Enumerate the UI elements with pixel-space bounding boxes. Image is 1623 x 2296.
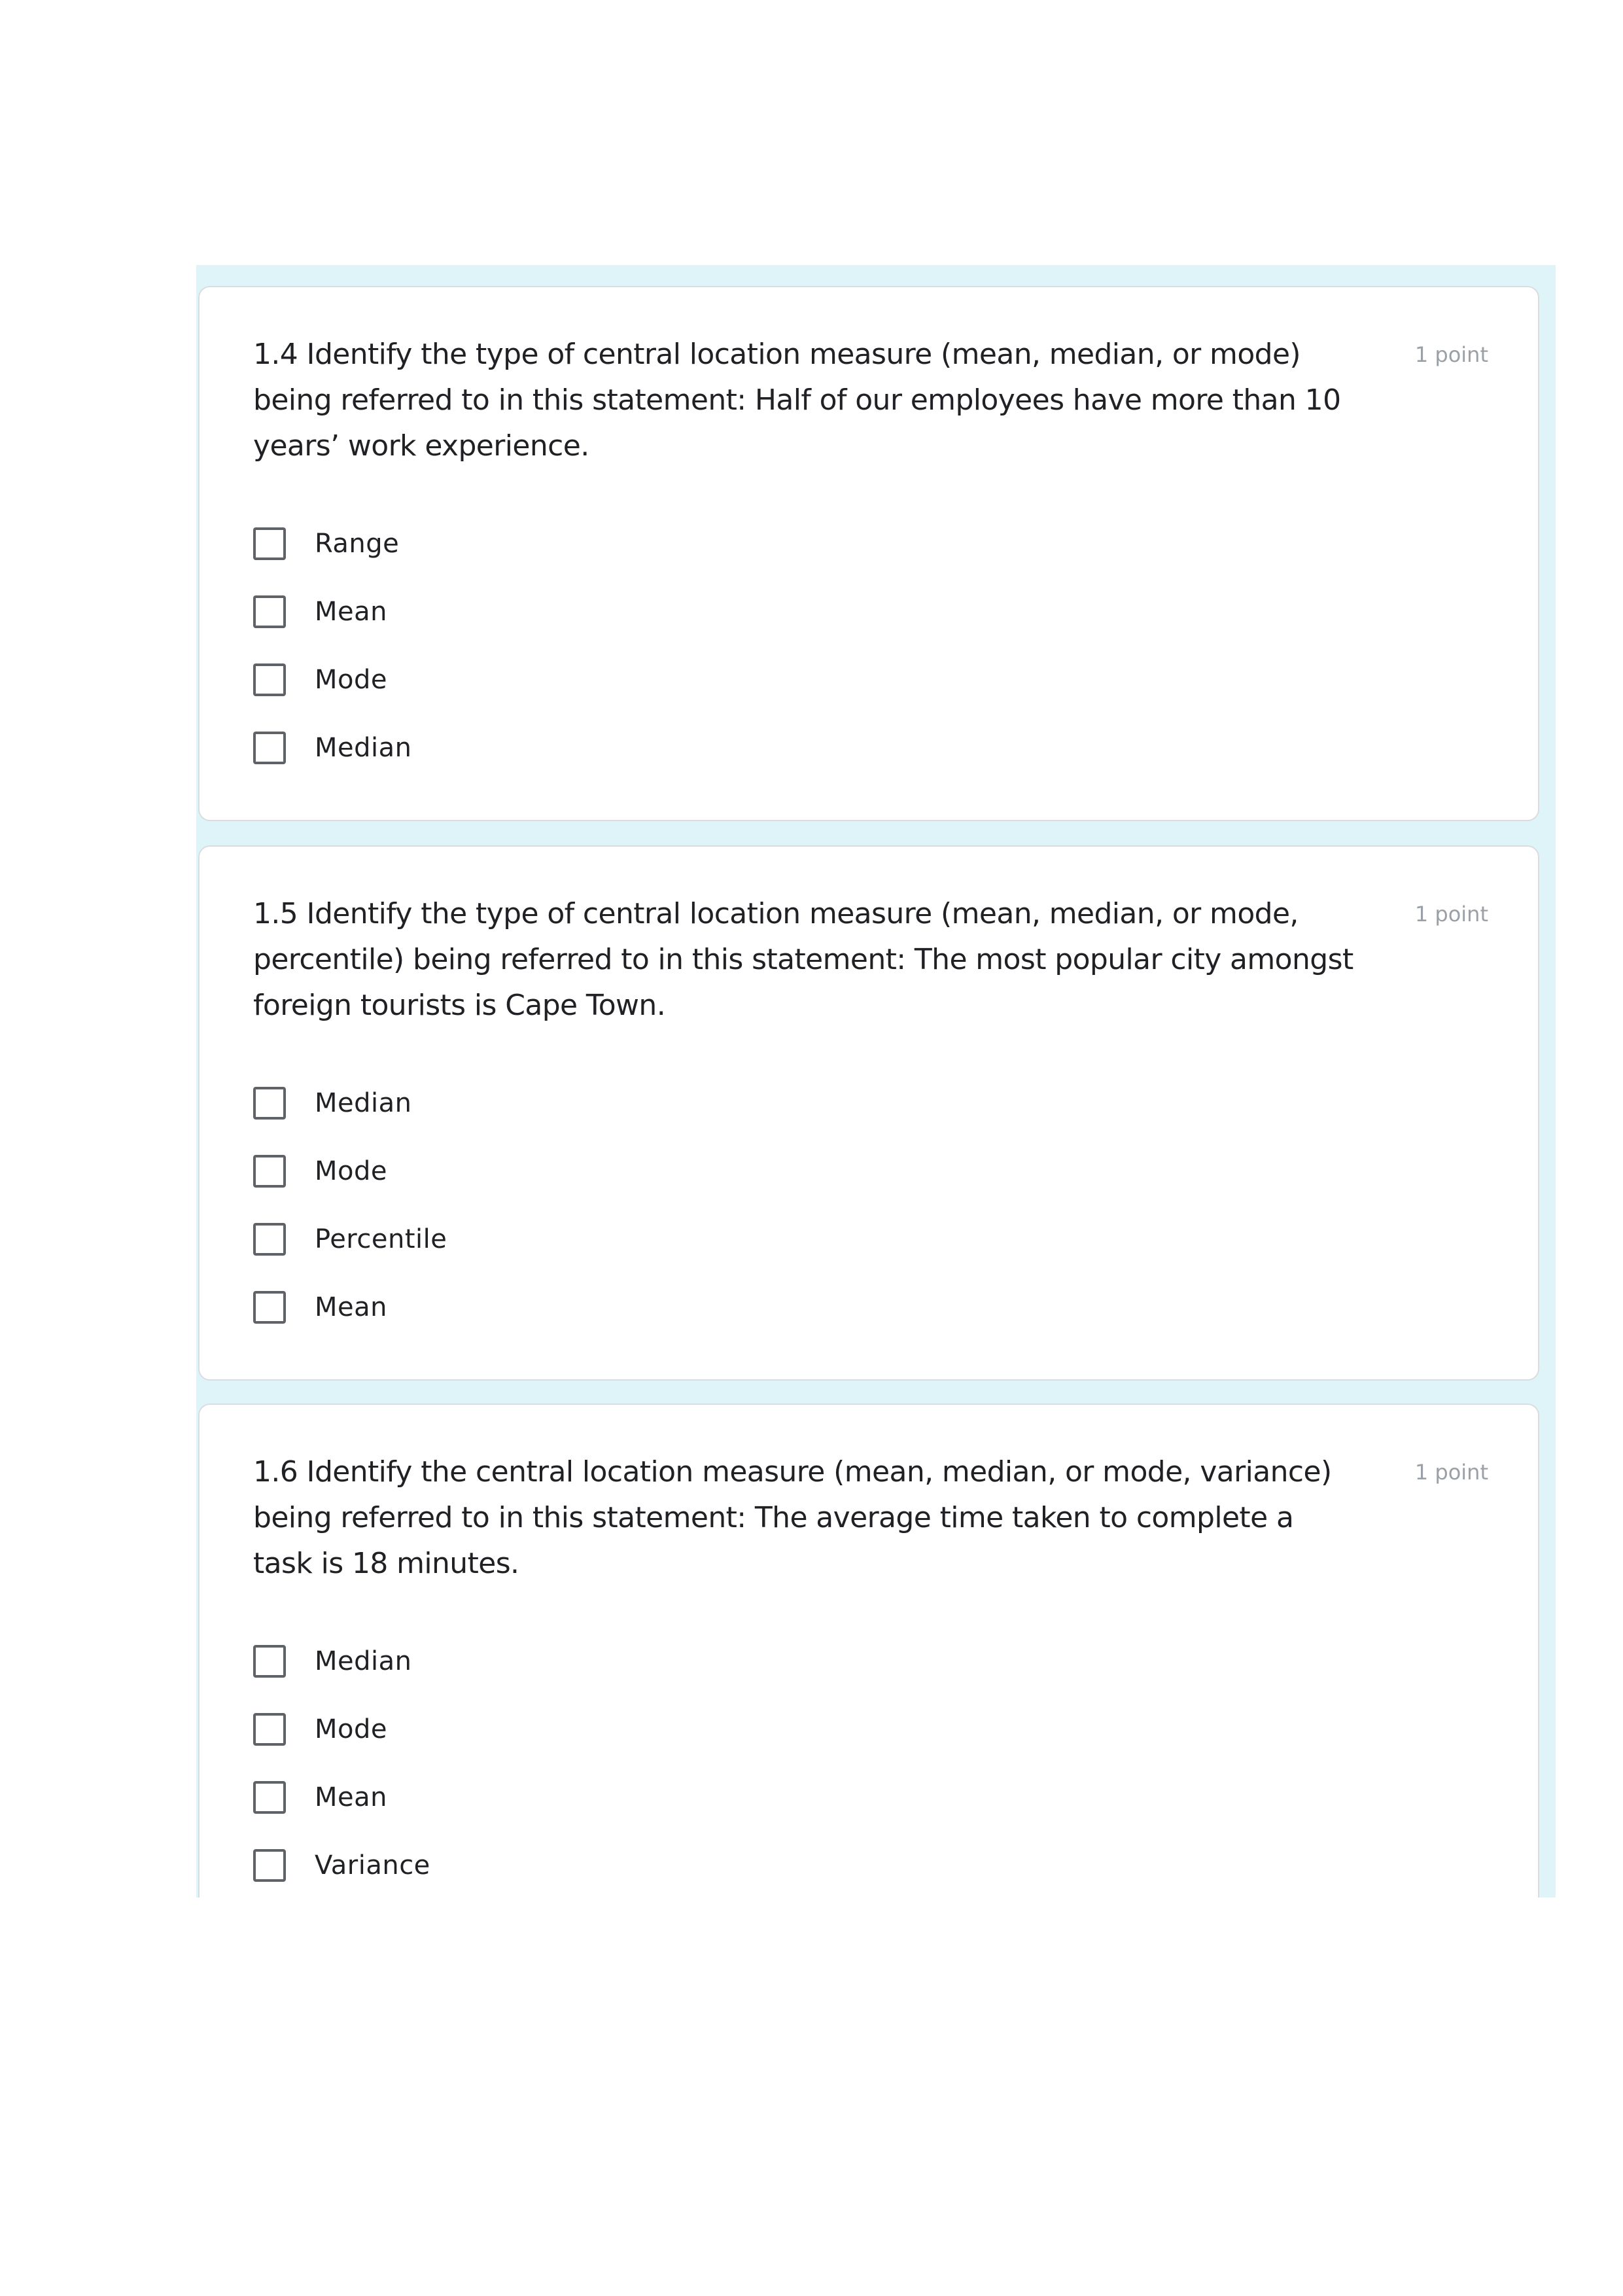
- checkbox[interactable]: [253, 1781, 286, 1814]
- option-label: Variance: [315, 1850, 430, 1881]
- checkbox[interactable]: [253, 595, 286, 628]
- option-label: Range: [315, 529, 400, 559]
- option-median[interactable]: [253, 714, 412, 782]
- option-label: Mode: [315, 665, 387, 695]
- checkbox[interactable]: [253, 1087, 286, 1120]
- option-mode[interactable]: [253, 1137, 447, 1205]
- checkbox[interactable]: [253, 1849, 286, 1882]
- option-label: Percentile: [315, 1224, 447, 1254]
- option-label: Mean: [315, 1292, 387, 1322]
- option-label: Mean: [315, 1782, 387, 1812]
- checkbox[interactable]: [253, 1713, 286, 1746]
- option-median[interactable]: [253, 1069, 447, 1137]
- question-text: 1.6 Identify the central location measure (mean, median, or mode, variance) being referred to in this statement: The average time taken to complete a task is 18 minutes.: [253, 1455, 1332, 1580]
- option-variance[interactable]: [253, 1831, 430, 1898]
- question-card-1-5: [198, 845, 1539, 1381]
- option-mode[interactable]: [253, 646, 412, 714]
- options-list: [253, 1069, 447, 1341]
- option-label: Mode: [315, 1714, 387, 1744]
- option-mean[interactable]: [253, 1273, 447, 1341]
- option-label: Mode: [315, 1156, 387, 1186]
- quiz-form: [196, 265, 1556, 1898]
- points-label: 1 point: [1414, 342, 1488, 367]
- checkbox[interactable]: [253, 1645, 286, 1678]
- question-card-1-4: [198, 286, 1539, 821]
- question-text: 1.5 Identify the type of central location measure (mean, median, or mode, percentile) being referred to in this statement: The most popular city amongst foreign tourists is Cape Town.: [253, 897, 1353, 1022]
- checkbox[interactable]: [253, 732, 286, 764]
- question-text: 1.4 Identify the type of central location measure (mean, median, or mode) being referred to in this statement: Half of our employees have more than 10 years’ work experience.: [253, 338, 1341, 463]
- points-label: 1 point: [1414, 1460, 1488, 1485]
- option-median[interactable]: [253, 1627, 430, 1695]
- checkbox[interactable]: [253, 527, 286, 560]
- options-list: [253, 510, 412, 782]
- question-card-1-6: [198, 1404, 1539, 1898]
- option-mean[interactable]: [253, 578, 412, 646]
- points-label: 1 point: [1414, 902, 1488, 927]
- option-range[interactable]: [253, 510, 412, 578]
- option-percentile[interactable]: [253, 1205, 447, 1273]
- options-list: [253, 1627, 430, 1898]
- checkbox[interactable]: [253, 1223, 286, 1256]
- option-label: Median: [315, 1088, 412, 1118]
- option-mode[interactable]: [253, 1695, 430, 1763]
- checkbox[interactable]: [253, 1291, 286, 1324]
- option-label: Median: [315, 733, 412, 763]
- option-mean[interactable]: [253, 1763, 430, 1831]
- option-label: Median: [315, 1646, 412, 1676]
- option-label: Mean: [315, 597, 387, 627]
- checkbox[interactable]: [253, 663, 286, 696]
- checkbox[interactable]: [253, 1155, 286, 1188]
